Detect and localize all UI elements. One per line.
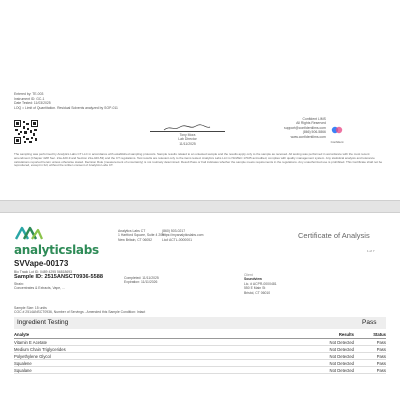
signer-title: Lab Director (178, 137, 197, 142)
confident-logo-text: Confident (330, 140, 344, 144)
result-cell: Not Detected (224, 346, 354, 353)
analyte-cell: Squalene (14, 360, 224, 367)
client-line: Lic. # ACPR-0000481 (244, 281, 277, 286)
signature-line (150, 131, 225, 132)
sample-type-line: Concentrates & Extracts, Vape, ... (14, 286, 65, 291)
disclaimer-text: The sampling was performed by Analytics Labs CT LLC in accordance with established sampling protocols. Sample results related to an untested sample and the results apply only to the sample as received. All testing was performed in accordance with the most recent amendment (Chapter 420f Sec. 21a-420-9 and Section 21a-420-53) and the CT regulations. Test results are relevant only to the items tested. Analytics Labs LLC is ISO/IEC 17025 accredited, complies with quality management system. Any statistical analysis and tolerance calculations reported herein unless otherwise stated. Decision Rule (measurement of uncertainty) is not routinely determined. Result Pass or Fail indicates whether the sample meets requirements in the regulations. Any unauthorized use is prohibited. This Certificate shall not be reproduced, except in full, without the written consent of Analytics Labs CT. (14, 152, 383, 168)
expiration-date: Expiration: 11/11/2026 (124, 280, 158, 285)
analyticslabs-logo-icon (14, 225, 44, 241)
company-line[interactable]: www.confidentlims.com (290, 134, 326, 139)
column-header: Analyte (14, 331, 224, 339)
confident-logo-icon (330, 125, 344, 135)
column-header: Status (354, 331, 386, 339)
result-cell: Not Detected (224, 367, 354, 374)
section-status: Pass (362, 319, 377, 326)
sample-id: Sample ID: 2515ANSCT0936-5588 (14, 274, 103, 280)
analyte-cell: Polyethylene Glycol (14, 353, 224, 360)
lab-address (118, 229, 164, 242)
sample-title: SVVape-00173 (14, 259, 69, 268)
completed-date: Completed: 11/11/2025 (124, 276, 159, 280)
result-cell: Not Detected (224, 339, 354, 346)
qr-code-icon (14, 120, 38, 144)
table-row (14, 339, 386, 346)
company-line: Confident LIMS (302, 117, 326, 121)
company-block (284, 117, 326, 139)
sample-type (14, 282, 65, 291)
contact-line: (860) 503-0217 (162, 229, 186, 233)
table-row (14, 346, 386, 353)
result-cell: Not Detected (224, 360, 354, 367)
signer-name: Tony Mora (179, 133, 196, 137)
result-cell: Not Detected (224, 353, 354, 360)
client-name: Soundview (244, 277, 262, 282)
table-header-row (14, 331, 386, 339)
sample-lot-id: Bio Track Lot ID: 0489 4295 56818693 (14, 270, 73, 274)
address-line: New Britain, CT 06052 (118, 237, 153, 242)
analyte-cell: Medium Chain Triglycerides (14, 346, 224, 353)
sample-dates (124, 276, 159, 285)
signature-date: 11/11/2025 (179, 141, 196, 146)
status-cell: Pass (354, 353, 386, 360)
status-cell: Pass (354, 360, 386, 367)
client-label: Client (244, 273, 253, 277)
status-cell: Pass (354, 346, 386, 353)
signature-block (150, 133, 225, 146)
summary-line: Sample Size: 15 units (14, 306, 47, 310)
analyte-cell: Vitamin E Acetate (14, 339, 224, 346)
table-row (14, 353, 386, 360)
meta-line: LOQ = Limit of Quantitation. Residual Solvents analyzed by SOP-011 (14, 105, 118, 110)
meta-block (14, 92, 118, 110)
table-row (14, 360, 386, 367)
column-header: Results (224, 331, 354, 339)
section-title: Ingredient Testing (17, 319, 69, 326)
company-line[interactable]: support@confidentlims.com (284, 125, 326, 130)
contact-line: Lic# ACTL-0000001 (162, 237, 192, 242)
meta-line: Entered by: TE-003 (14, 92, 44, 96)
table-row (14, 367, 386, 374)
lab-contact (162, 229, 203, 242)
brand-logo-text: analyticslabs (14, 243, 99, 257)
contact-line[interactable]: https://myanalyticslabs.com (162, 233, 204, 238)
sample-summary (14, 306, 145, 315)
ingredient-table (14, 331, 386, 374)
address-line: 1 Hartford Square, Suite 4 209 (118, 233, 164, 238)
client-line: Bristol, CT 06010 (244, 290, 271, 295)
address-line: Analytics Labs CT (118, 229, 146, 233)
company-line: All Rights Reserved (296, 121, 326, 126)
document-title: Certificate of Analysis (298, 231, 370, 240)
summary-line: COC # 2514ANSCT0936, Number of Servings - Amended this Sample Condition: Intact (14, 310, 146, 315)
confident-logo (326, 122, 348, 144)
company-line: (866) 506-5866 (302, 130, 326, 135)
client-block (244, 273, 277, 295)
meta-line: Date Tested: 11/03/2025 (14, 101, 51, 105)
analyte-cell: Squalane (14, 367, 224, 374)
meta-line: Instrument ID: GC-1 (14, 96, 45, 101)
page-separator (0, 200, 400, 213)
status-cell: Pass (354, 367, 386, 374)
section-header-bar (14, 317, 386, 329)
sample-type-line: Strain: (14, 282, 24, 286)
status-cell: Pass (354, 339, 386, 346)
page-number: 1 of 7 (367, 249, 375, 253)
client-line: 550 E Main St (244, 286, 266, 291)
